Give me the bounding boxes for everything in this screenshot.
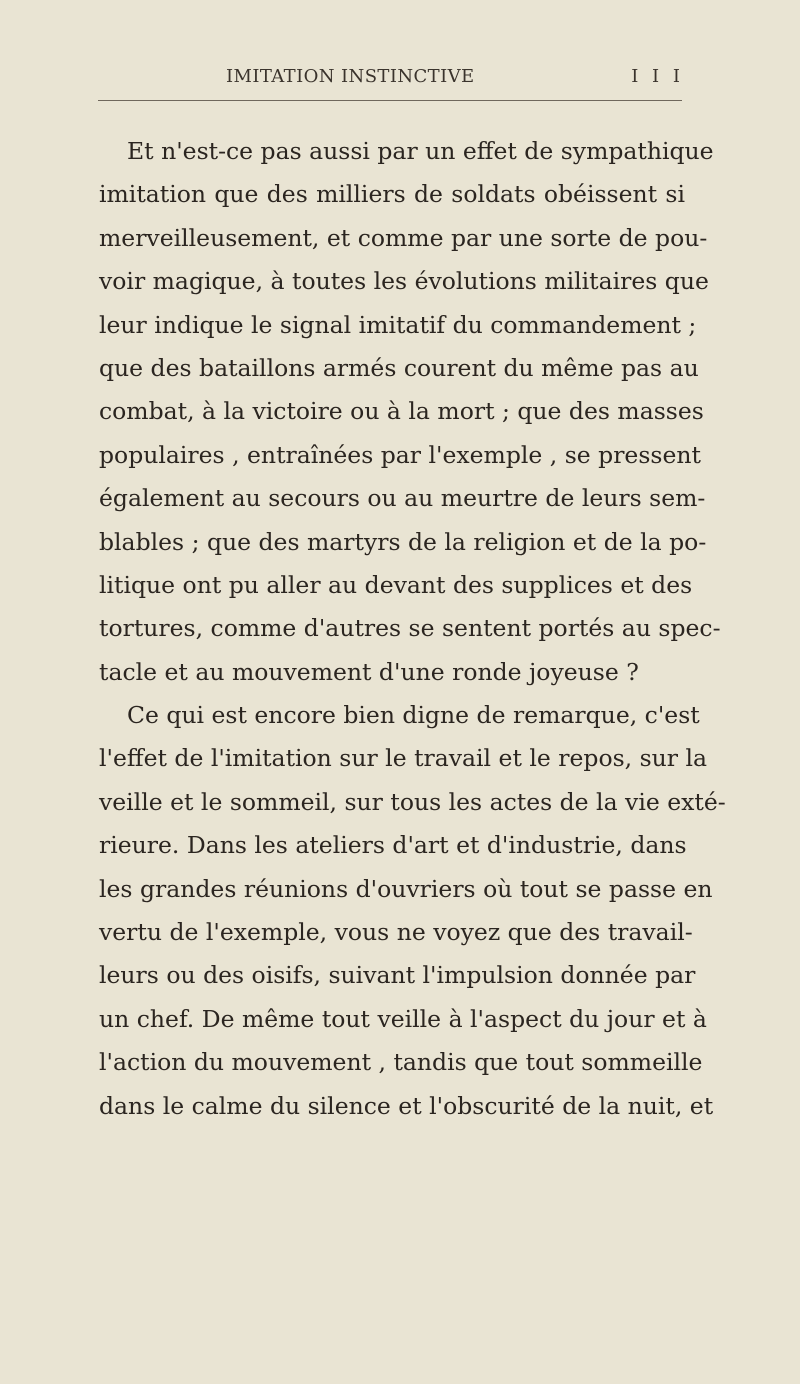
header-rule — [98, 100, 682, 101]
text-line: populaires , entraînées par l'exemple , se pressent — [99, 440, 701, 469]
text-line: imitation que des milliers de soldats obéissent si — [99, 180, 685, 209]
text-line: leur indique le signal imitatif du commandement ; — [99, 310, 697, 339]
text-line: tortures, comme d'autres se sentent portés au spec- — [99, 614, 721, 643]
text-line: blables ; que des martyrs de la religion et de la po- — [99, 527, 707, 556]
text-line: vertu de l'exemple, vous ne voyez que des travail- — [99, 918, 693, 947]
text-line: également au secours ou au meurtre de leurs sem- — [99, 484, 706, 513]
text-line: dans le calme du silence et l'obscurité de la nuit, et — [99, 1091, 714, 1120]
text-line: que des bataillons armés courent du même pas au — [99, 353, 699, 382]
running-title: IMITATION INSTINCTIVE — [226, 66, 475, 87]
text-line: les grandes réunions d'ouvriers où tout se passe en — [99, 874, 713, 903]
paragraph-2 — [99, 694, 726, 1128]
text-line: l'effet de l'imitation sur le travail et le repos, sur la — [99, 744, 708, 773]
paragraph-1 — [99, 130, 721, 694]
text-line: merveilleusement, et comme par une sorte de pou- — [99, 223, 708, 252]
text-line: voir magique, à toutes les évolutions militaires que — [99, 267, 709, 296]
running-head — [98, 66, 684, 94]
text-line: combat, à la victoire ou à la mort ; que des masses — [99, 397, 704, 426]
text-line: Ce qui est encore bien digne de remarque, c'est — [127, 701, 700, 730]
body-text — [99, 130, 726, 1128]
text-line: rieure. Dans les ateliers d'art et d'industrie, dans — [99, 831, 687, 860]
text-line: un chef. De même tout veille à l'aspect du jour et à — [99, 1004, 707, 1033]
text-line: l'action du mouvement , tandis que tout sommeille — [99, 1048, 703, 1077]
text-line: leurs ou des oisifs, suivant l'impulsion donnée par — [99, 961, 696, 990]
page-number: I I I — [631, 66, 684, 87]
text-line: veille et le sommeil, sur tous les actes de la vie exté- — [99, 787, 726, 816]
text-line: tacle et au mouvement d'une ronde joyeuse ? — [99, 657, 639, 686]
text-line: litique ont pu aller au devant des supplices et des — [99, 570, 693, 599]
text-line: Et n'est-ce pas aussi par un effet de sympathique — [127, 137, 714, 165]
